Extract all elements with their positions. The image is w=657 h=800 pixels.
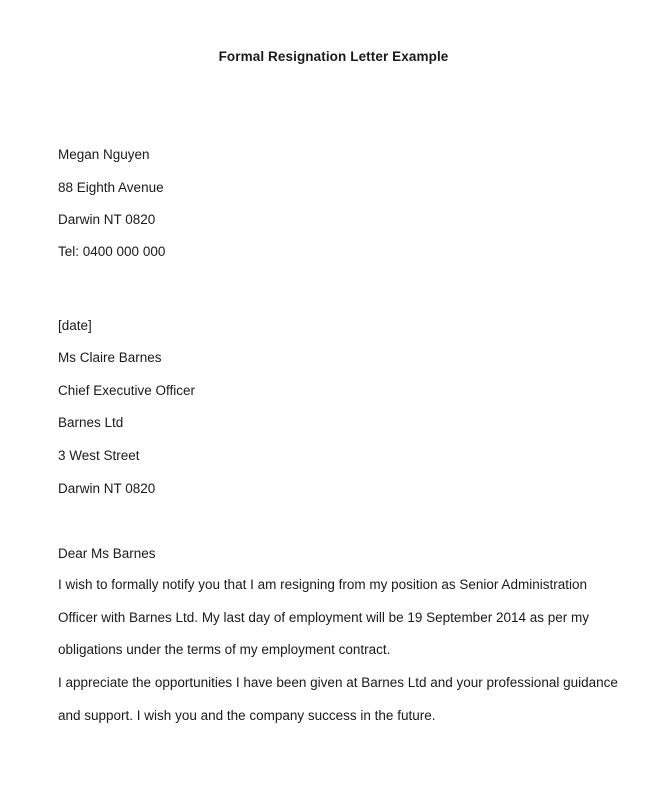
recipient-company: Barnes Ltd	[58, 415, 124, 430]
body-paragraph-2: I appreciate the opportunities I have been given at Barnes Ltd and your professional guidance and support. I wish you and the company success in the future.	[58, 675, 618, 723]
recipient-address-line2: Darwin NT 0820	[58, 481, 156, 496]
sender-address-line2: Darwin NT 0820	[58, 212, 156, 227]
sender-phone: Tel: 0400 000 000	[58, 244, 166, 259]
body-paragraph-1: I wish to formally notify you that I am resigning from my position as Senior Administration Officer with Barnes Ltd. My last day of employment will be 19 September 2014 as per my obligations under the terms of my employment contract.	[58, 577, 589, 657]
document-title: Formal Resignation Letter Example	[218, 49, 449, 64]
recipient-name: Ms Claire Barnes	[58, 350, 162, 365]
sender-address-line1: 88 Eighth Avenue	[58, 180, 164, 195]
recipient-address-line1: 3 West Street	[58, 448, 140, 463]
letter-date: [date]	[58, 318, 92, 333]
recipient-title: Chief Executive Officer	[58, 383, 196, 398]
salutation: Dear Ms Barnes	[58, 546, 156, 561]
sender-name: Megan Nguyen	[58, 147, 150, 162]
